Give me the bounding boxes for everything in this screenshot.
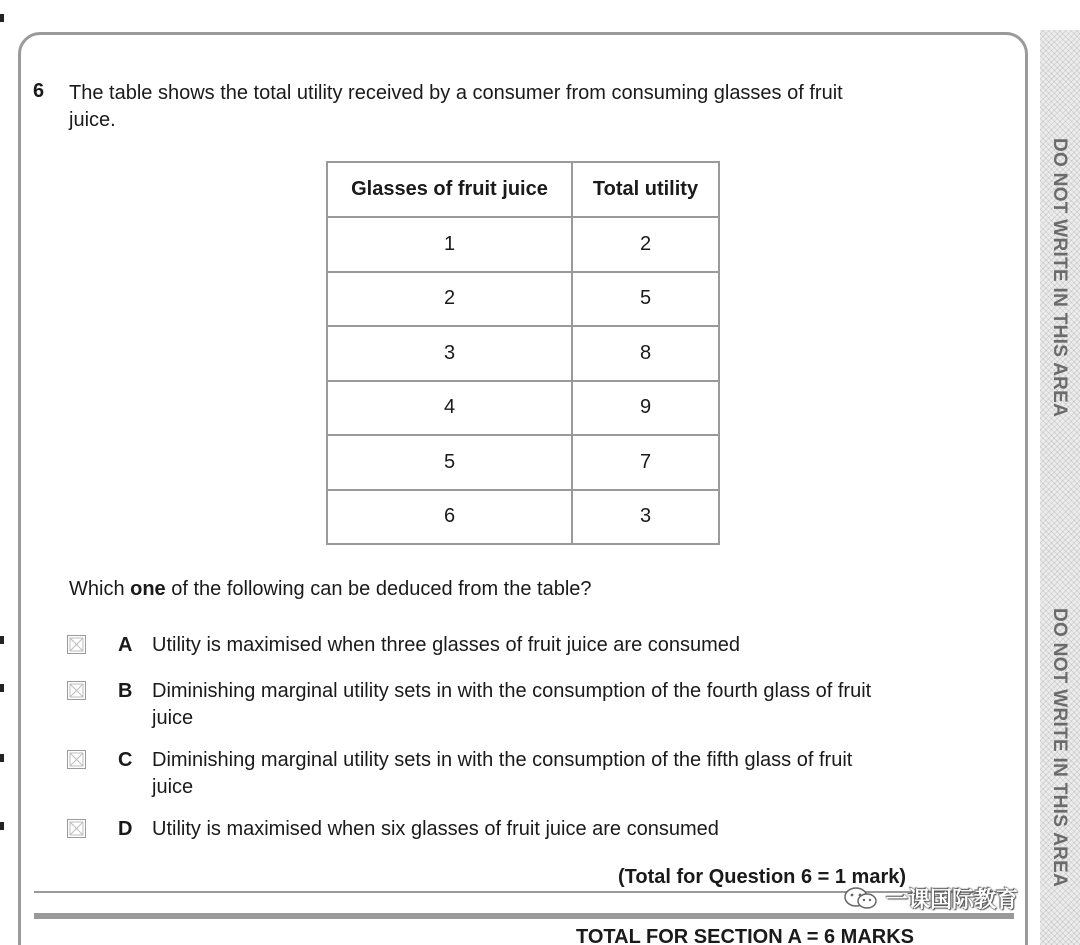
margin-warning-bottom: DO NOT WRITE IN THIS AREA <box>1049 608 1070 888</box>
margin-tick <box>0 822 4 830</box>
option-letter: C <box>118 749 133 771</box>
margin-tick <box>0 754 4 762</box>
option-text: Diminishing marginal utility sets in with the consumption of the fifth glass of fruit juice <box>152 749 853 798</box>
table-header-row <box>327 162 719 217</box>
utility-table <box>326 161 720 545</box>
table-cell: 9 <box>572 381 719 436</box>
question-number: 6 <box>33 80 45 102</box>
table-cell: 3 <box>327 326 572 381</box>
question-total-marks: (Total for Question 6 = 1 mark) <box>618 866 907 888</box>
section-divider <box>34 913 1014 919</box>
option-letter: D <box>118 818 133 840</box>
answer-checkbox-d[interactable] <box>67 819 86 838</box>
table-row <box>327 435 719 490</box>
answer-checkbox-c[interactable] <box>67 750 86 769</box>
table-cell: 8 <box>572 326 719 381</box>
table-cell: 4 <box>327 381 572 436</box>
table-cell: 2 <box>327 272 572 327</box>
prompt-text-start: Which <box>69 578 131 600</box>
section-total-marks: TOTAL FOR SECTION A = 6 MARKS <box>576 926 914 945</box>
table-cell: 3 <box>572 490 719 545</box>
question-prompt <box>69 578 592 601</box>
table-row <box>327 217 719 272</box>
table-header-glasses: Glasses of fruit juice <box>327 162 572 217</box>
table-row <box>327 381 719 436</box>
wechat-icon <box>842 886 882 910</box>
answer-checkbox-a[interactable] <box>67 635 86 654</box>
table-cell: 2 <box>572 217 719 272</box>
table-cell: 5 <box>572 272 719 327</box>
table-row <box>327 272 719 327</box>
table-header-utility: Total utility <box>572 162 719 217</box>
option-text: Utility is maximised when six glasses of fruit juice are consumed <box>152 818 719 840</box>
margin-tick <box>0 684 4 692</box>
table-cell: 5 <box>327 435 572 490</box>
margin-warning-top: DO NOT WRITE IN THIS AREA <box>1049 138 1070 418</box>
table-cell: 7 <box>572 435 719 490</box>
option-text: Utility is maximised when three glasses of fruit juice are consumed <box>152 634 741 656</box>
margin-tick <box>0 14 4 22</box>
option-letter: B <box>118 680 133 702</box>
watermark-text: 一课国际教育 <box>886 886 1019 912</box>
answer-checkbox-b[interactable] <box>67 681 86 700</box>
watermark <box>842 883 1018 913</box>
table-row <box>327 326 719 381</box>
option-letter: A <box>118 634 133 656</box>
prompt-emphasis: one <box>130 578 166 600</box>
prompt-text-end: of the following can be deduced from the table? <box>165 578 592 600</box>
table-row <box>327 490 719 545</box>
table-cell: 6 <box>327 490 572 545</box>
margin-tick <box>0 636 4 644</box>
question-text: The table shows the total utility received by a consumer from consuming glasses of fruit juice. <box>69 82 843 131</box>
table-cell: 1 <box>327 217 572 272</box>
option-text: Diminishing marginal utility sets in with the consumption of the fourth glass of fruit juice <box>152 680 872 729</box>
